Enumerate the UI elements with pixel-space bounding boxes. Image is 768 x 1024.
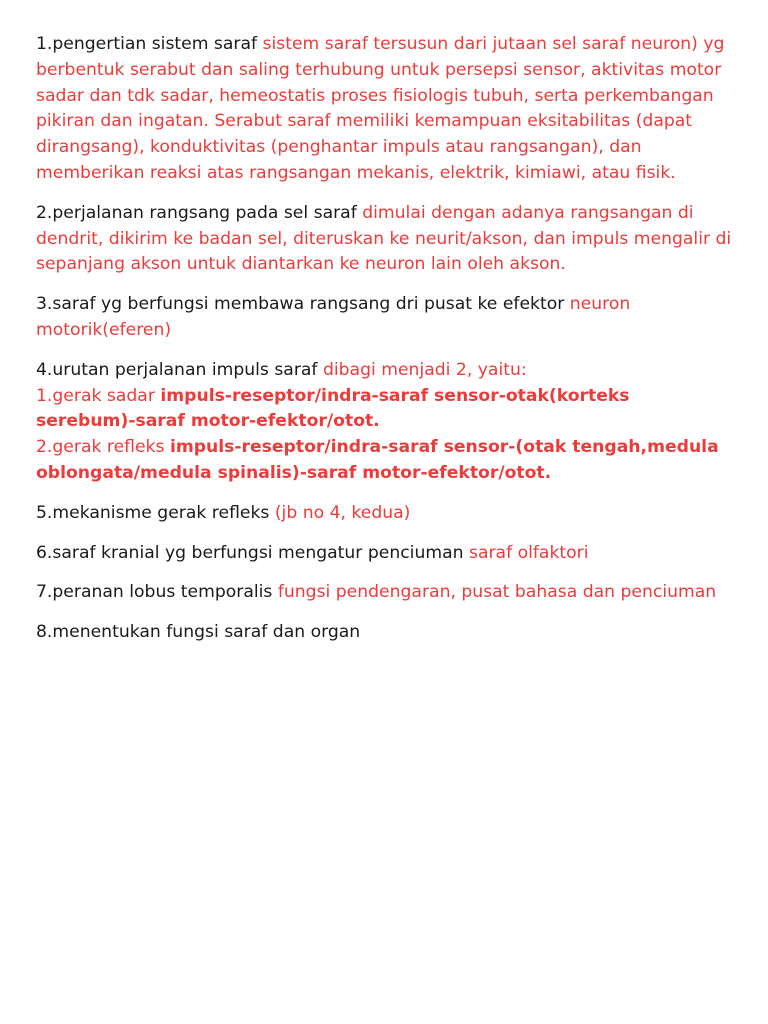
question-4: 4.urutan perjalanan impuls saraf bbox=[36, 359, 323, 380]
answer-5: (jb no 4, kedua) bbox=[274, 502, 411, 523]
item-6 bbox=[36, 541, 732, 567]
item-2 bbox=[36, 201, 732, 278]
question-7: 7.peranan lobus temporalis bbox=[36, 582, 278, 603]
item-7 bbox=[36, 580, 732, 606]
sub-2-label: 2.gerak refleks bbox=[36, 437, 170, 458]
question-2: 2.perjalanan rangsang pada sel saraf bbox=[36, 202, 363, 223]
sub-2-detail: impuls-reseptor/indra-saraf sensor-(otak tengah,medula oblongata/medula spinalis)-saraf motor-efektor/otot. bbox=[36, 437, 719, 483]
item-3 bbox=[36, 292, 732, 344]
item-1 bbox=[36, 32, 732, 187]
item-4-header bbox=[36, 358, 732, 384]
item-5 bbox=[36, 501, 732, 527]
item-8 bbox=[36, 620, 732, 646]
sub-1-label: 1.gerak sadar bbox=[36, 385, 161, 406]
item-4 bbox=[36, 358, 732, 487]
answer-2: dimulai dengan adanya rangsangan di dendrit, dikirim ke badan sel, diteruskan ke neurit/akson, dan impuls mengalir di sepanjang akson untuk diantarkan ke neuron lain oleh akson. bbox=[36, 202, 732, 275]
question-3: 3.saraf yg berfungsi membawa rangsang dri pusat ke efektor bbox=[36, 294, 570, 315]
answer-3: neuron motorik(eferen) bbox=[36, 294, 631, 340]
answer-7: fungsi pendengaran, pusat bahasa dan penciuman bbox=[277, 582, 717, 603]
item-4-sub-2 bbox=[36, 435, 732, 487]
question-1: 1.pengertian sistem saraf bbox=[36, 34, 263, 54]
question-6: 6.saraf kranial yg berfungsi mengatur penciuman bbox=[36, 542, 469, 563]
answer-6: saraf olfaktori bbox=[468, 542, 589, 563]
question-8: 8.menentukan fungsi saraf dan organ bbox=[36, 622, 361, 643]
answer-4: dibagi menjadi 2, yaitu: bbox=[322, 359, 527, 380]
answer-1: sistem saraf tersusun dari jutaan sel saraf neuron) yg berbentuk serabut dan saling terhubung untuk persepsi sensor, aktivitas motor sadar dan tdk sadar, hemeostatis proses fisiologis tubuh, serta perkembangan pikiran dan ingatan. Serabut saraf memiliki kemampuan eksitabilitas (dapat dirangsang), konduktivitas (penghantar impuls atau rangsangan), dan memberikan reaksi atas rangsangan mekanis, elektrik, kimiawi, atau fisik. bbox=[36, 34, 725, 183]
sub-1-detail: impuls-reseptor/indra-saraf sensor-otak(korteks serebum)-saraf motor-efektor/otot. bbox=[36, 385, 630, 432]
question-5: 5.mekanisme gerak refleks bbox=[36, 502, 275, 523]
item-4-sub-1 bbox=[36, 384, 732, 436]
